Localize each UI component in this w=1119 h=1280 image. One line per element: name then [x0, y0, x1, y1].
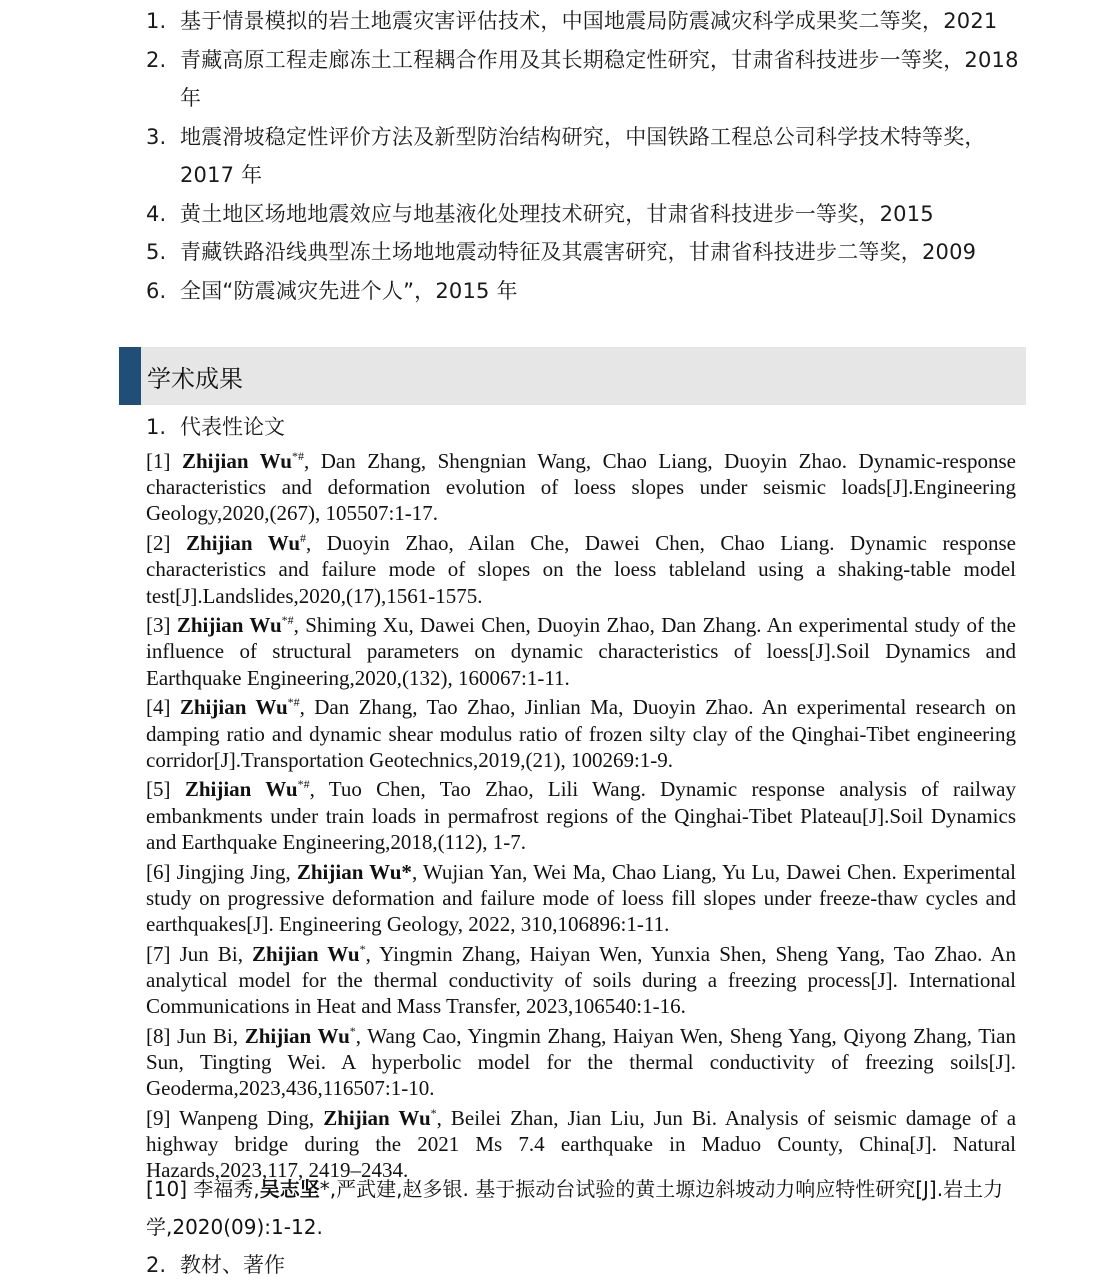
paper-author-highlight: Zhijian Wu	[252, 941, 360, 966]
paper-author-mark: *#	[297, 777, 310, 792]
paper-item	[146, 612, 1016, 691]
paper-index: [7]	[146, 941, 180, 966]
paper-index: [5]	[146, 777, 185, 802]
paper-coauthor: 李福秀,	[193, 1177, 260, 1201]
paper-citation: , Shiming Xu, Dawei Chen, Duoyin Zhao, Dan Zhang. An experimental study of the influence of structural parameters on dynamic characteristics of loess[J].Soil Dynamics and Earthquake Engineering,2020,(132), 160067:1-11.	[146, 613, 1016, 690]
paper-coauthor: Jingjing Jing,	[176, 859, 297, 884]
paper-author-mark: *#	[291, 449, 304, 463]
subheading-label: 代表性论文	[180, 415, 285, 439]
paper-citation: , Wang Cao, Yingmin Zhang, Haiyan Wen, Sheng Yang, Qiyong Zhang, Tian Sun, Tingting Wei. A hyperbolic model for the thermal conductivity of freezing soils[J]. Geoderma,2023,436,116507:1-10.	[146, 1023, 1016, 1101]
paper-author-mark: *	[359, 941, 366, 956]
award-number: 6.	[146, 278, 167, 303]
paper-index: [6]	[146, 859, 177, 884]
paper-citation: *,严武建,赵多银. 基于振动台试验的黄土塬边斜坡动力响应特性研究[J].岩土力学,2020(09):1-12.	[146, 1177, 1004, 1239]
award-text: 青藏铁路沿线典型冻土场地地震动特征及其震害研究，甘肃省科技进步二等奖，2009	[180, 240, 977, 264]
subheading-label: 教材、著作	[180, 1253, 285, 1277]
award-number: 2.	[146, 47, 167, 72]
paper-author-mark: *#	[281, 613, 294, 628]
award-number: 5.	[146, 240, 167, 264]
paper-author-mark: *#	[287, 695, 300, 710]
paper-author-highlight: Zhijian Wu	[186, 531, 301, 556]
award-number: 1.	[146, 9, 167, 33]
paper-author-mark: *	[349, 1023, 356, 1038]
paper-author-highlight: Zhijian Wu	[244, 1023, 350, 1048]
paper-index: [3]	[146, 613, 177, 638]
paper-author-highlight: Zhijian Wu	[176, 613, 282, 638]
award-text: 黄土地区场地地震效应与地基液化处理技术研究，甘肃省科技进步一等奖，2015	[180, 201, 934, 226]
subheading-number: 1.	[146, 415, 167, 439]
section-header	[119, 347, 1026, 405]
paper-coauthor: Jun Bi,	[177, 1023, 245, 1048]
paper-author-highlight: 吴志坚	[259, 1177, 320, 1201]
paper-coauthor: Wanpeng Ding,	[179, 1105, 324, 1130]
section-accent-bar	[119, 347, 141, 405]
paper-citation: , Dan Zhang, Shengnian Wang, Chao Liang, Duoyin Zhao. Dynamic-response characteristics and deformation evolution of loess slopes under seismic loads[J].Engineering Geology,2020,(267), 105507:1-17.	[146, 449, 1016, 526]
paper-citation: , Duoyin Zhao, Ailan Che, Dawei Chen, Chao Liang. Dynamic response characteristics and failure mode of slopes on the loess tableland using a shaking-table model test[J].Landslides,2020,(17),1561-1575.	[146, 531, 1016, 608]
paper-author-mark: #	[300, 531, 307, 546]
paper-author-mark: *	[430, 1105, 437, 1120]
paper-citation: , Tuo Chen, Tao Zhao, Lili Wang. Dynamic response analysis of railway embankments under train loads in permafrost regions of the Qinghai-Tibet Plateau[J].Soil Dynamics and Earthquake Engineering,2018,(112), 1-7.	[146, 777, 1016, 854]
award-text: 基于情景模拟的岩土地震灾害评估技术，中国地震局防震减灾科学成果奖二等奖，2021	[180, 9, 998, 33]
awards-list	[146, 2, 1026, 310]
subheading-papers	[146, 412, 285, 442]
award-number: 3.	[146, 124, 167, 149]
section-title: 学术成果	[147, 364, 243, 393]
subheading-number: 2.	[146, 1253, 167, 1277]
paper-author-highlight: Zhijian Wu	[179, 695, 288, 720]
award-item	[146, 195, 1026, 234]
paper-item	[146, 530, 1016, 609]
award-item	[146, 2, 1026, 41]
paper-author-highlight: Zhijian Wu	[182, 449, 292, 473]
paper-citation: , Yingmin Zhang, Haiyan Wen, Yunxia Shen, Sheng Yang, Tao Zhao. An analytical model for the thermal conductivity of soils during a freezing process[J]. International Communications in Heat and Mass Transfer, 2023,106540:1-16.	[146, 941, 1016, 1019]
paper-index: [4]	[146, 695, 180, 720]
paper-author-highlight: Zhijian Wu	[184, 777, 298, 802]
award-text: 青藏高原工程走廊冻土工程耦合作用及其长期稳定性研究，甘肃省科技进步一等奖，2018 年	[180, 47, 1019, 110]
award-item	[146, 118, 1026, 195]
paper-item	[146, 941, 1016, 1020]
paper-item	[146, 448, 1016, 527]
paper-item	[146, 859, 1016, 938]
paper-item-cn	[146, 1170, 1016, 1246]
paper-coauthor: Jun Bi,	[179, 941, 253, 966]
award-number: 4.	[146, 201, 167, 226]
paper-index: [1]	[146, 449, 182, 473]
award-item	[146, 41, 1026, 118]
paper-item	[146, 1023, 1016, 1102]
subheading-books	[146, 1250, 285, 1280]
paper-item	[146, 694, 1016, 773]
paper-index: [8]	[146, 1023, 178, 1048]
paper-citation: , Dan Zhang, Tao Zhao, Jinlian Ma, Duoyin Zhao. An experimental research on damping ratio and dynamic shear modulus ratio of frozen silty clay of the Qinghai-Tibet engineering corridor[J].Transportation Geotechnics,2019,(21), 100269:1-9.	[146, 695, 1016, 772]
paper-author-highlight: Zhijian Wu	[323, 1105, 431, 1130]
award-text: 全国“防震减灾先进个人”，2015 年	[180, 278, 518, 303]
paper-citation: , Wujian Yan, Wei Ma, Chao Liang, Yu Lu, Dawei Chen. Experimental study on progressive deformation and failure mode of loess fill slopes under freeze-thaw cycles and earthquakes[J]. Engineering Geology, 2022, 310,106896:1-11.	[146, 859, 1016, 936]
award-text: 地震滑坡稳定性评价方法及新型防治结构研究，中国铁路工程总公司科学技术特等奖，2017 年	[180, 124, 986, 187]
award-item	[146, 272, 1026, 311]
paper-index: [10]	[146, 1177, 194, 1201]
paper-index: [2]	[146, 531, 187, 556]
paper-citation: , Beilei Zhan, Jian Liu, Jun Bi. Analysis of seismic damage of a highway bridge during the 2021 Ms 7.4 earthquake in Maduo County, China[J]. Natural Hazards,2023,117, 2419–2434.	[146, 1105, 1017, 1183]
paper-item	[146, 776, 1016, 855]
papers-list	[146, 448, 1016, 1187]
award-item	[146, 233, 1026, 272]
paper-index: [9]	[146, 1105, 180, 1130]
paper-author-highlight: Zhijian Wu*	[296, 859, 412, 884]
